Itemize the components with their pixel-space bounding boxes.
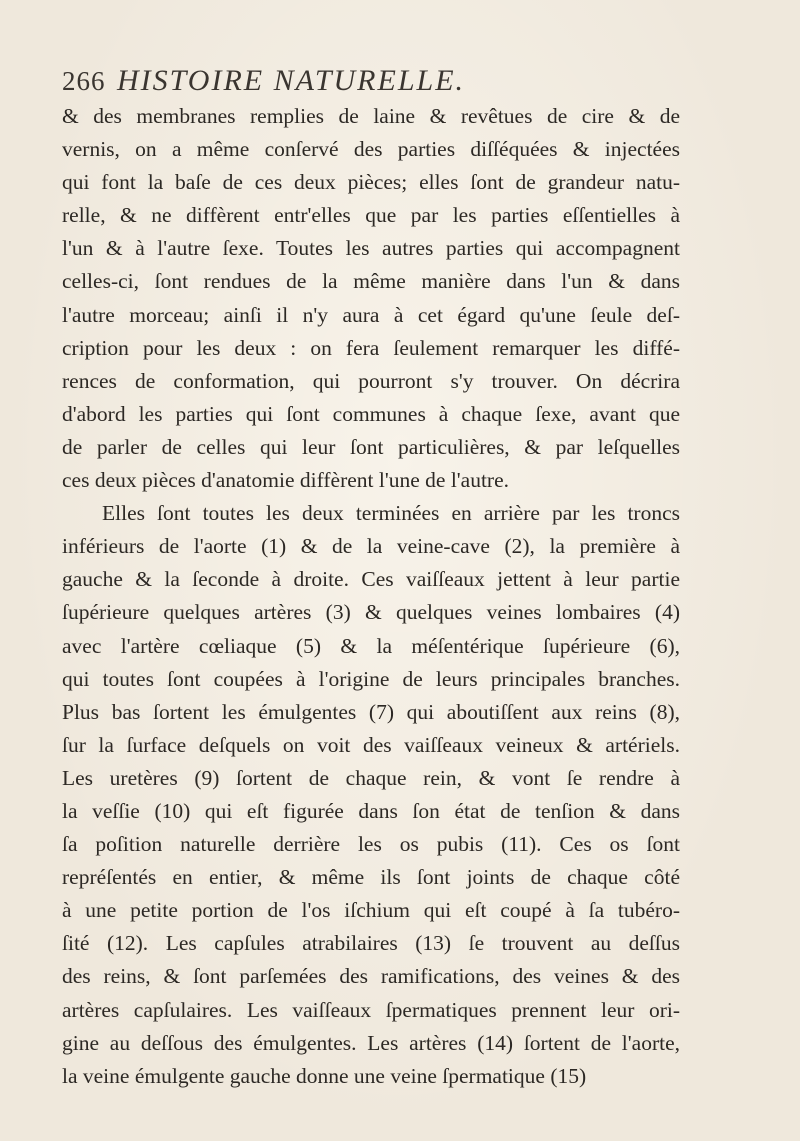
text-line: ſité (12). Les capſules atrabilaires (13) ſe trouvent au deſſus (62, 931, 680, 956)
text-line: qui font la baſe de ces deux pièces; elles ſont de grandeur natu- (62, 170, 680, 195)
text-line: Plus bas ſortent les émulgentes (7) qui aboutiſſent aux reins (8), (62, 699, 680, 724)
text-line: la veſſie (10) qui eſt figurée dans ſon état de tenſion & dans (62, 798, 680, 823)
text-line: ces deux pièces d'anatomie diffèrent l'une de l'autre. (62, 468, 510, 493)
text-line: relle, & ne diffèrent entr'elles que par les parties eſſentielles à (62, 203, 680, 228)
text-line: rences de conformation, qui pourront s'y trouver. On décrira (62, 368, 680, 393)
text-line: la veine émulgente gauche donne une veine ſpermatique (15) (62, 1063, 587, 1088)
running-title: HISTOIRE NATURELLE. (117, 64, 466, 97)
text-line: ſur la ſurface deſquels on voit des vaiſſeaux veineux & artériels. (62, 732, 680, 757)
text-line: Les uretères (9) ſortent de chaque rein, & vont ſe rendre à (62, 765, 680, 790)
text-line: à une petite portion de l'os iſchium qui eſt coupé à ſa tubéro- (62, 898, 680, 923)
text-line: celles-ci, ſont rendues de la même manière dans l'un & dans (62, 269, 680, 294)
text-line: gine au deſſous des émulgentes. Les artères (14) ſortent de l'aorte, (62, 1030, 680, 1055)
text-line: avec l'artère cœliaque (5) & la méſentérique ſupérieure (6), (62, 633, 680, 658)
text-line: inférieurs de l'aorte (1) & de la veine-cave (2), la première à (62, 534, 680, 559)
text-line: l'un & à l'autre ſexe. Toutes les autres parties qui accompagnent (62, 236, 680, 261)
text-line: ſa poſition naturelle derrière les os pubis (11). Ces os ſont (62, 832, 680, 857)
text-line: ſupérieure quelques artères (3) & quelques veines lombaires (4) (62, 600, 680, 625)
text-line: l'autre morceau; ainſi il n'y aura à cet égard qu'une ſeule deſ- (62, 302, 680, 327)
body-text (62, 100, 680, 1093)
page-number: 266 (62, 66, 106, 96)
text-line: des reins, & ſont parſemées des ramifications, des veines & des (62, 964, 680, 989)
page-header (62, 62, 682, 102)
text-line: Elles ſont toutes les deux terminées en arrière par les troncs (102, 501, 680, 526)
text-line: gauche & la ſeconde à droite. Ces vaiſſeaux jettent à leur partie (62, 567, 680, 592)
text-line: d'abord les parties qui ſont communes à chaque ſexe, avant que (62, 401, 680, 426)
text-line: repréſentés en entier, & même ils ſont joints de chaque côté (62, 865, 680, 890)
text-line: & des membranes remplies de laine & revêtues de cire & de (62, 104, 680, 128)
text-line: cription pour les deux : on fera ſeulement remarquer les diffé- (62, 335, 680, 360)
text-line: qui toutes ſont coupées à l'origine de leurs principales branches. (62, 666, 680, 691)
text-line: de parler de celles qui leur ſont particulières, & par leſquelles (62, 434, 680, 459)
text-line: artères capſulaires. Les vaiſſeaux ſpermatiques prennent leur ori- (62, 997, 680, 1022)
text-line: vernis, on a même conſervé des parties diſſéquées & injectées (62, 137, 680, 162)
